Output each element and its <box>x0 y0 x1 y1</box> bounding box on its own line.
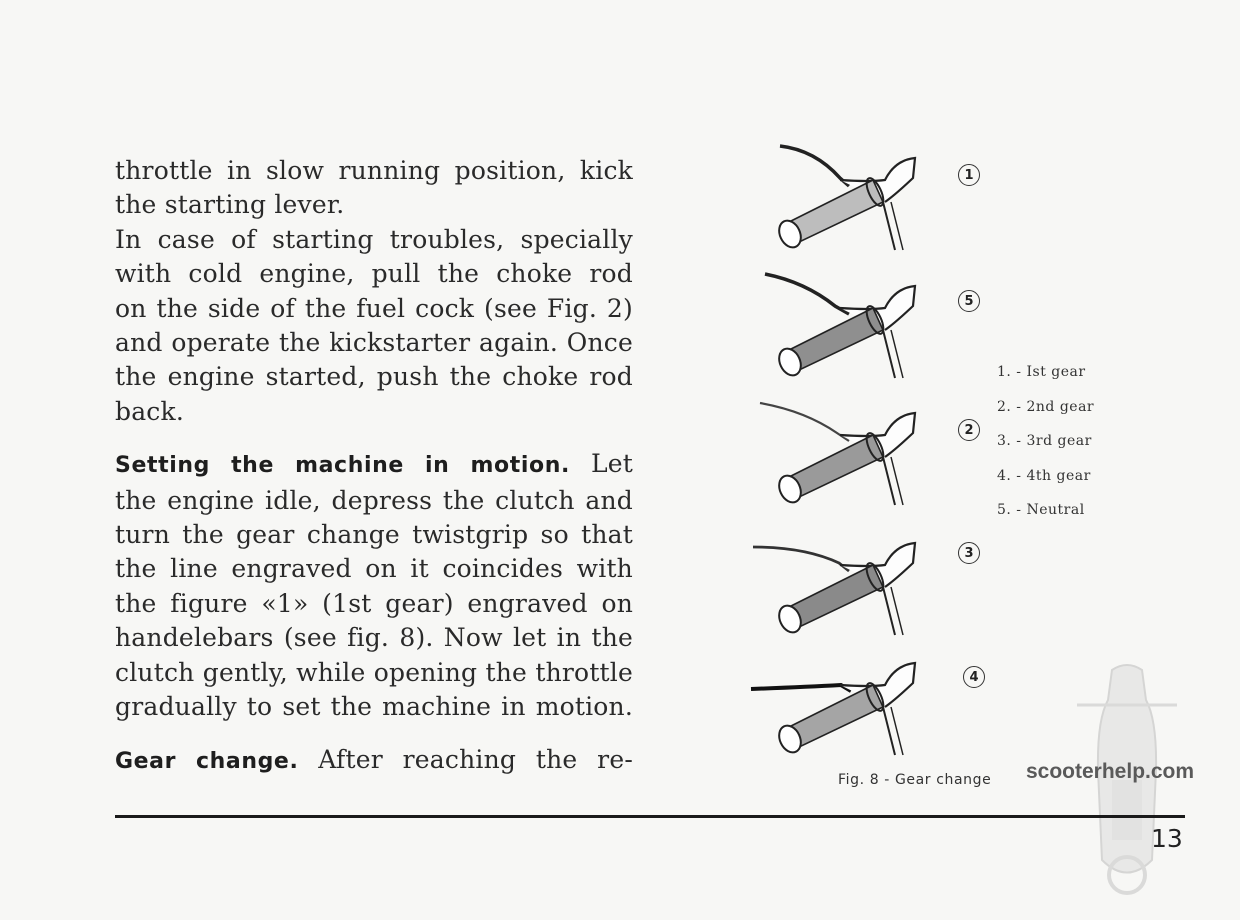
body-line: After reaching the re- <box>318 744 633 774</box>
page-number: 13 <box>1151 824 1183 853</box>
position-number-badge: 3 <box>958 542 980 564</box>
body-line: Let <box>590 449 634 479</box>
section-setting-motion <box>115 447 633 483</box>
body-line: back. <box>115 396 185 426</box>
body-line: the engine idle, depress the clutch and <box>115 485 633 515</box>
position-number-badge: 2 <box>958 419 980 441</box>
section-gear-change <box>115 743 633 779</box>
legend-item: 2. - 2nd gear <box>997 398 1095 415</box>
position-number-badge: 5 <box>958 290 980 312</box>
body-line: the line engraved on it coincides with <box>115 554 633 584</box>
body-line: In case of starting troubles, specially <box>115 224 633 254</box>
twistgrip-illustration <box>745 525 945 645</box>
gear-change-figure <box>745 140 995 760</box>
section-heading: Setting the machine in motion. <box>115 453 570 479</box>
section-heading: Gear change. <box>115 748 299 774</box>
twistgrip-illustration <box>745 140 945 260</box>
footer-rule <box>115 815 1185 818</box>
position-number-badge: 1 <box>958 164 980 186</box>
body-line: handelebars (see fig. 8). Now let in the <box>115 623 633 653</box>
position-number-badge: 4 <box>963 666 985 688</box>
body-line: on the side of the fuel cock (see Fig. 2) <box>115 293 633 323</box>
figure-caption: Fig. 8 - Gear change <box>838 772 992 788</box>
twistgrip-illustration <box>745 268 945 388</box>
twistgrip-illustration <box>745 645 945 765</box>
watermark-text: scooterhelp.com <box>1026 760 1195 783</box>
gear-legend <box>997 364 1094 537</box>
legend-item: 4. - 4th gear <box>997 467 1091 484</box>
legend-item: 3. - 3rd gear <box>997 433 1092 449</box>
twistgrip-illustration <box>745 395 945 515</box>
body-line: turn the gear change twistgrip so that <box>115 520 633 550</box>
legend-item: 1. - Ist gear <box>997 364 1086 380</box>
body-line: gradually to set the machine in motion. <box>115 692 633 722</box>
body-line: and operate the kickstarter again. Once <box>115 328 633 358</box>
body-line: the figure «1» (1st gear) engraved on <box>115 588 633 618</box>
body-line: clutch gently, while opening the throttle <box>115 657 633 687</box>
body-line: the starting lever. <box>115 190 345 220</box>
body-line: throttle in slow running position, kick <box>115 156 633 185</box>
legend-item: 5. - Neutral <box>997 502 1085 518</box>
body-line: the engine started, push the choke rod <box>115 362 633 392</box>
body-text <box>115 154 633 779</box>
body-line: with cold engine, pull the choke rod <box>115 259 633 289</box>
